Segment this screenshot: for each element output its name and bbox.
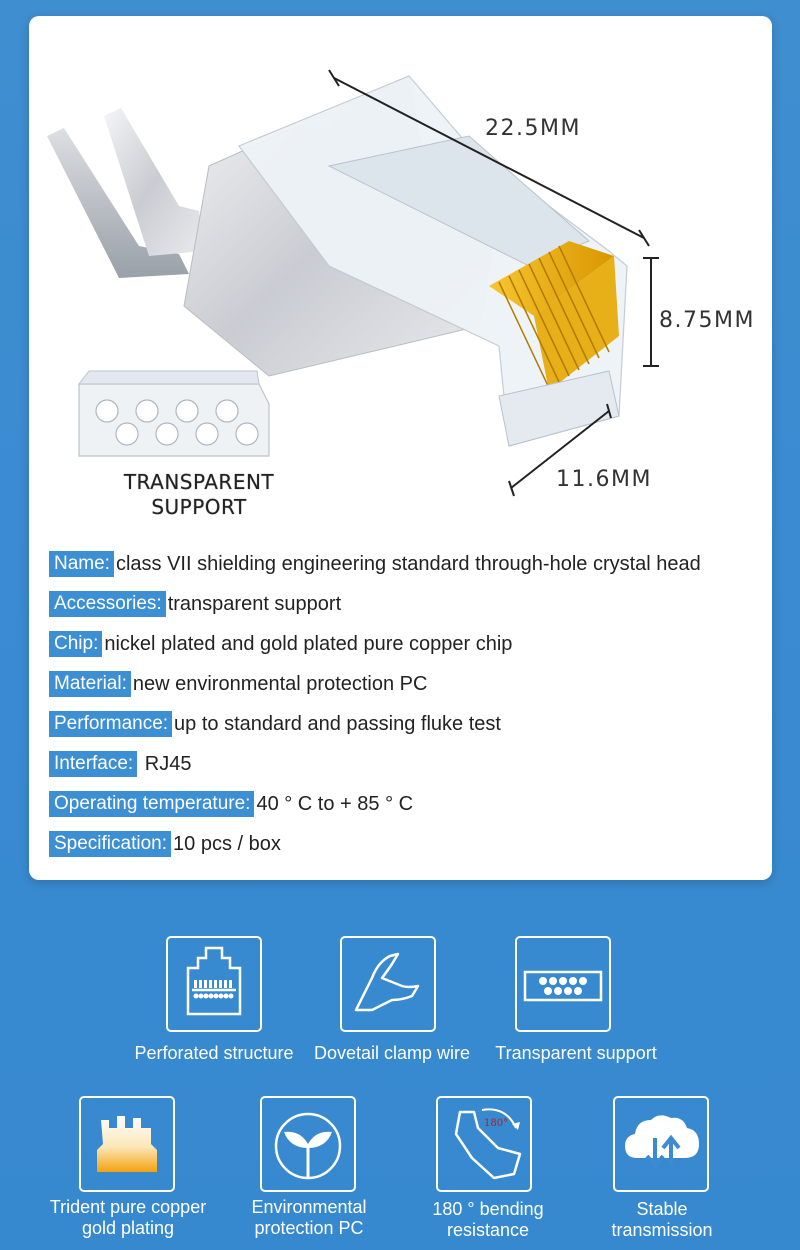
spec-row-interface: [49, 751, 191, 777]
feature-label: Dovetail clamp wire: [313, 1043, 471, 1063]
product-illustration: [29, 16, 772, 546]
spec-value: RJ45: [139, 752, 192, 775]
feature-label-line2: protection PC: [254, 1218, 364, 1238]
spec-value: transparent support: [167, 592, 342, 615]
feature-label: [590, 1199, 734, 1241]
spec-key: Interface:: [49, 751, 137, 777]
feature-label-line2: resistance: [446, 1220, 530, 1240]
transparent-support-block: [79, 371, 269, 456]
spec-row-name: [49, 551, 701, 577]
spec-value: nickel plated and gold plated pure copper chip: [104, 632, 513, 655]
trident-copper-icon: [81, 1098, 173, 1190]
feature-label-line1: Stable: [636, 1199, 688, 1219]
width-dimension-label: 11.6MM: [556, 467, 652, 492]
feature-label: [44, 1197, 212, 1239]
spec-row-specification: [49, 831, 281, 857]
spec-value: up to standard and passing fluke test: [174, 712, 501, 735]
spec-row-material: [49, 671, 427, 697]
support-caption-line1: TRANSPARENT: [123, 470, 275, 494]
spec-key: Operating temperature:: [49, 791, 254, 817]
feature-label: Perforated structure: [134, 1043, 294, 1063]
bending-icon: [438, 1098, 530, 1190]
support-caption: [74, 470, 324, 520]
feature-transparent-support: [515, 936, 611, 1032]
transparent-support-icon: [517, 938, 609, 1030]
feature-label-line1: Trident pure copper: [49, 1197, 207, 1217]
length-dimension-label: 22.5MM: [485, 116, 581, 141]
spec-value: class VII shielding engineering standard through-hole crystal head: [115, 552, 701, 575]
spec-key: Specification:: [49, 831, 171, 857]
feature-dovetail-clamp: [340, 936, 436, 1032]
spec-key: Name:: [49, 551, 114, 577]
feature-label-line1: Environmental: [251, 1197, 367, 1217]
feature-label: [408, 1199, 568, 1241]
spec-row-chip: [49, 631, 512, 657]
spec-value: new environmental protection PC: [132, 672, 428, 695]
bending-angle-badge: 180°: [484, 1118, 509, 1129]
feature-trident-copper: [79, 1096, 175, 1192]
feature-label: Transparent support: [495, 1043, 657, 1063]
spec-value: 40 ° C to + 85 ° C: [256, 792, 414, 815]
spec-key: Chip:: [49, 631, 102, 657]
feature-bending-resistance: [436, 1096, 532, 1192]
spec-key: Performance:: [49, 711, 172, 737]
spec-row-performance: [49, 711, 501, 737]
spec-key: Accessories:: [49, 591, 166, 617]
cloud-transfer-icon: [615, 1098, 707, 1190]
support-caption-line2: SUPPORT: [151, 495, 247, 519]
feature-label-line2: gold plating: [81, 1218, 175, 1238]
rj45-connector-illustration: [29, 16, 772, 546]
eco-leaf-icon: [262, 1098, 354, 1190]
spec-row-operating-temperature: [49, 791, 413, 817]
feature-perforated-structure: [166, 936, 262, 1032]
height-dimension-label: 8.75MM: [659, 308, 755, 333]
spec-row-accessories: [49, 591, 341, 617]
spec-value: 10 pcs / box: [173, 832, 281, 855]
feature-label-line2: transmission: [611, 1220, 713, 1240]
feature-environmental-pc: [260, 1096, 356, 1192]
dovetail-clamp-icon: [342, 938, 434, 1030]
feature-label: [230, 1197, 388, 1239]
feature-stable-transmission: [613, 1096, 709, 1192]
perforated-structure-icon: [168, 938, 260, 1030]
feature-label-line1: 180 ° bending: [432, 1199, 544, 1219]
product-card: [29, 16, 772, 880]
spec-key: Material:: [49, 671, 131, 697]
